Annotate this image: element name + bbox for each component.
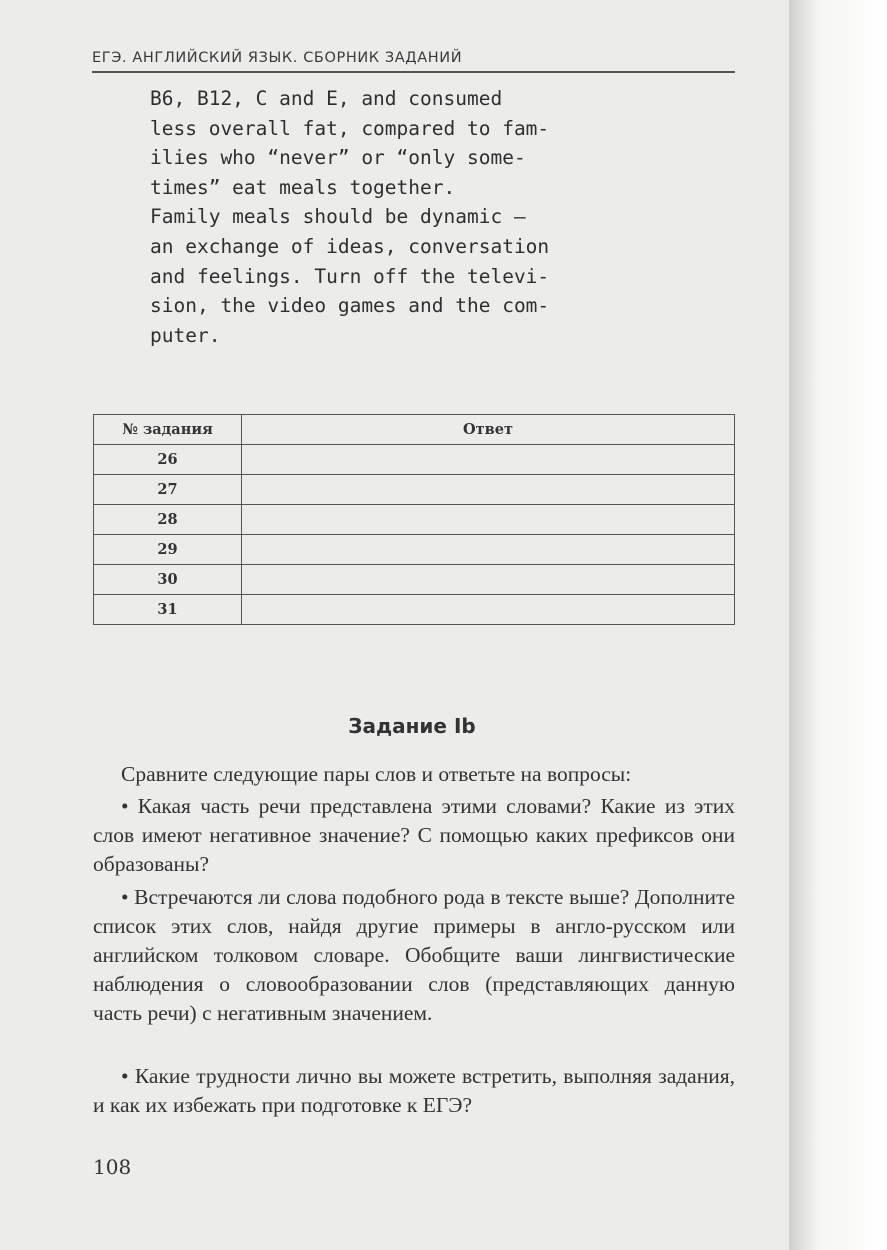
table-row xyxy=(94,475,735,505)
passage-line: B6, B12, C and E, and consumed xyxy=(150,87,503,110)
task-bullet-2 xyxy=(93,883,735,1028)
table-row xyxy=(94,505,735,535)
running-head: ЕГЭ. АНГЛИЙСКИЙ ЯЗЫК. СБОРНИК ЗАДАНИЙ xyxy=(92,50,463,66)
task-bullet-2-text: • Встречаются ли слова подобного рода в тексте выше? Дополните список этих слов, найдя другие примеры в англо-русском или английском толковом словаре. Обобщите ваши лингвистические наблюдения о словообразовании слов (представляющих данную часть речи) с негативным значением. xyxy=(93,885,735,1025)
passage-line: sion, the video games and the com- xyxy=(150,294,550,318)
task-bullet-1-text: • Какая часть речи представлена этими словами? Какие из этих слов имеют негативное значение? С помощью каких префиксов они образованы? xyxy=(93,794,735,876)
passage-line: Family meals should be dynamic — xyxy=(150,205,526,229)
task-number-cell: 31 xyxy=(94,595,242,625)
header-rule xyxy=(92,71,735,73)
task-bullet-3-text: • Какие трудности лично вы можете встретить, выполняя задания, и как их избежать при подготовке к ЕГЭ? xyxy=(93,1064,735,1117)
passage-line: puter. xyxy=(150,323,221,347)
answer-table-header-row xyxy=(94,415,735,445)
task-number-cell: 27 xyxy=(94,475,242,505)
task-bullet-1 xyxy=(93,792,735,879)
answer-cell[interactable] xyxy=(242,475,735,505)
answer-cell[interactable] xyxy=(242,595,735,625)
task-intro-text: Сравните следующие пары слов и ответьте на вопросы: xyxy=(121,762,632,786)
task-number-cell: 29 xyxy=(94,535,242,565)
answer-table xyxy=(93,414,735,625)
task-number-header: № задания xyxy=(94,415,242,445)
answer-cell[interactable] xyxy=(242,535,735,565)
page-number: 108 xyxy=(93,1155,132,1179)
table-row xyxy=(94,535,735,565)
passage-line: an exchange of ideas, conversation xyxy=(150,234,550,258)
answer-header: Ответ xyxy=(242,415,735,445)
answer-cell[interactable] xyxy=(242,445,735,475)
passage-line: and feelings. Turn off the televi- xyxy=(150,264,550,288)
task-number-cell: 26 xyxy=(94,445,242,475)
task-number-cell: 28 xyxy=(94,505,242,535)
task-intro xyxy=(93,760,735,789)
passage-line: less overall fat, compared to fam- xyxy=(150,116,550,140)
passage-line: ilies who “never” or “only some- xyxy=(150,146,526,170)
table-row xyxy=(94,565,735,595)
table-row xyxy=(94,595,735,625)
task-title: Задание Ib xyxy=(348,714,476,738)
table-row xyxy=(94,445,735,475)
english-passage xyxy=(150,84,550,350)
page-edge-shadow xyxy=(789,0,887,1250)
task-bullet-3 xyxy=(93,1062,735,1120)
task-number-cell: 30 xyxy=(94,565,242,595)
passage-line: times” eat meals together. xyxy=(150,175,456,199)
answer-cell[interactable] xyxy=(242,565,735,595)
answer-cell[interactable] xyxy=(242,505,735,535)
